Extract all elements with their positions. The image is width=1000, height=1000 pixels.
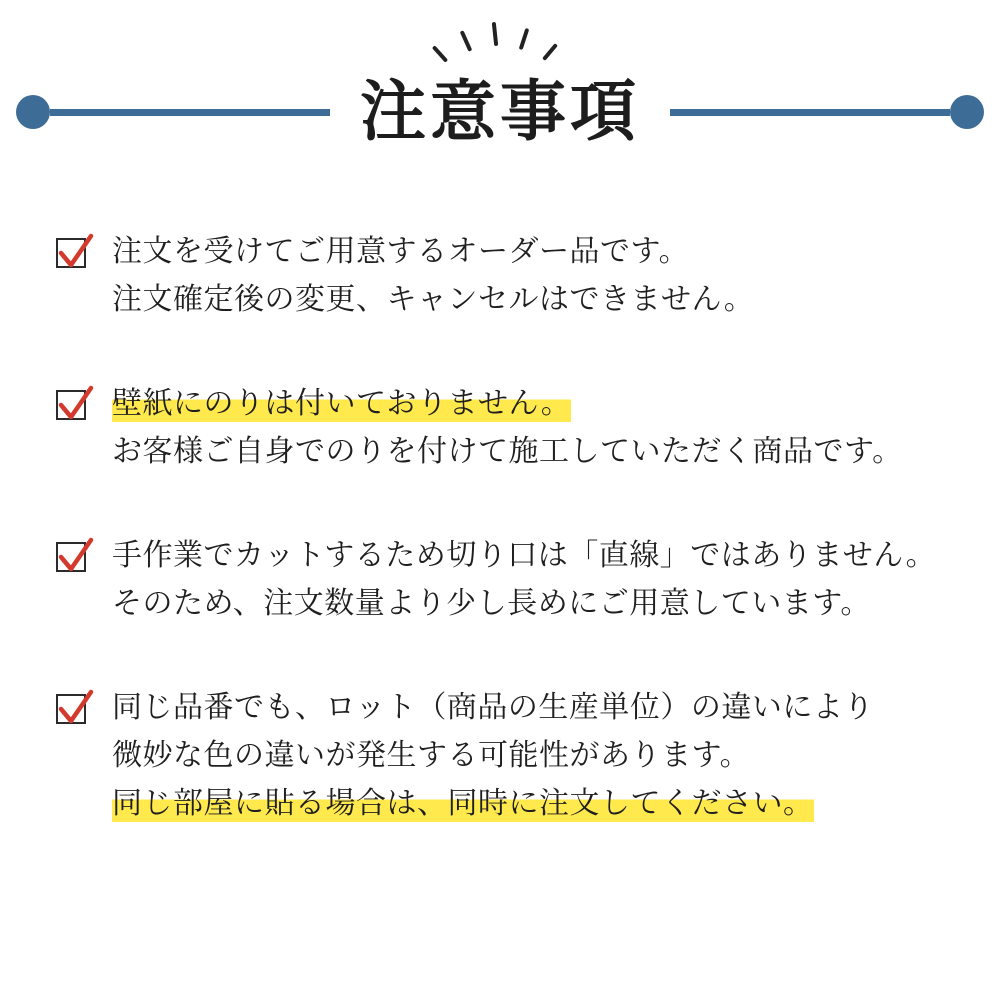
checkbox-checked-icon [54,386,94,426]
notes-list [0,228,1000,828]
note-text [112,532,946,628]
note-line: 微妙な色の違いが発生する可能性があります。 [112,738,751,773]
checkbox-checked-icon [54,690,94,730]
note-line: 注文確定後の変更、キャンセルはできません。 [112,282,755,317]
page-header [0,0,1000,200]
note-text [112,684,946,828]
list-item [54,532,946,628]
left-rule [50,109,330,116]
highlighted-text: 壁紙にのりは付いておりません。 [112,386,572,421]
note-line: 手作業でカットするため切り口は「直線」ではありません。 [112,538,937,573]
note-line: 注文を受けてご用意するオーダー品です。 [112,234,690,269]
note-line: そのため、注文数量より少し長めにご用意しています。 [112,586,871,621]
right-dot-icon [950,95,984,129]
sparkle-burst-icon [430,14,570,64]
note-line: 同じ品番でも、ロット（商品の生産単位）の違いにより [112,690,874,725]
checkbox-checked-icon [54,538,94,578]
note-line: お客様ご自身でのりを付けて施工していただく商品です。 [112,434,903,469]
page-title: 注意事項 [360,73,640,150]
list-item [54,228,946,324]
list-item [54,380,946,476]
right-rule [670,109,950,116]
note-line [112,380,946,428]
highlighted-text: 同じ部屋に貼る場合は、同時に注文してください。 [112,786,814,821]
title-row [0,72,1000,152]
note-text [112,228,946,324]
note-line [112,780,946,828]
list-item [54,684,946,828]
left-dot-icon [16,95,50,129]
checkbox-checked-icon [54,234,94,274]
note-text [112,380,946,476]
